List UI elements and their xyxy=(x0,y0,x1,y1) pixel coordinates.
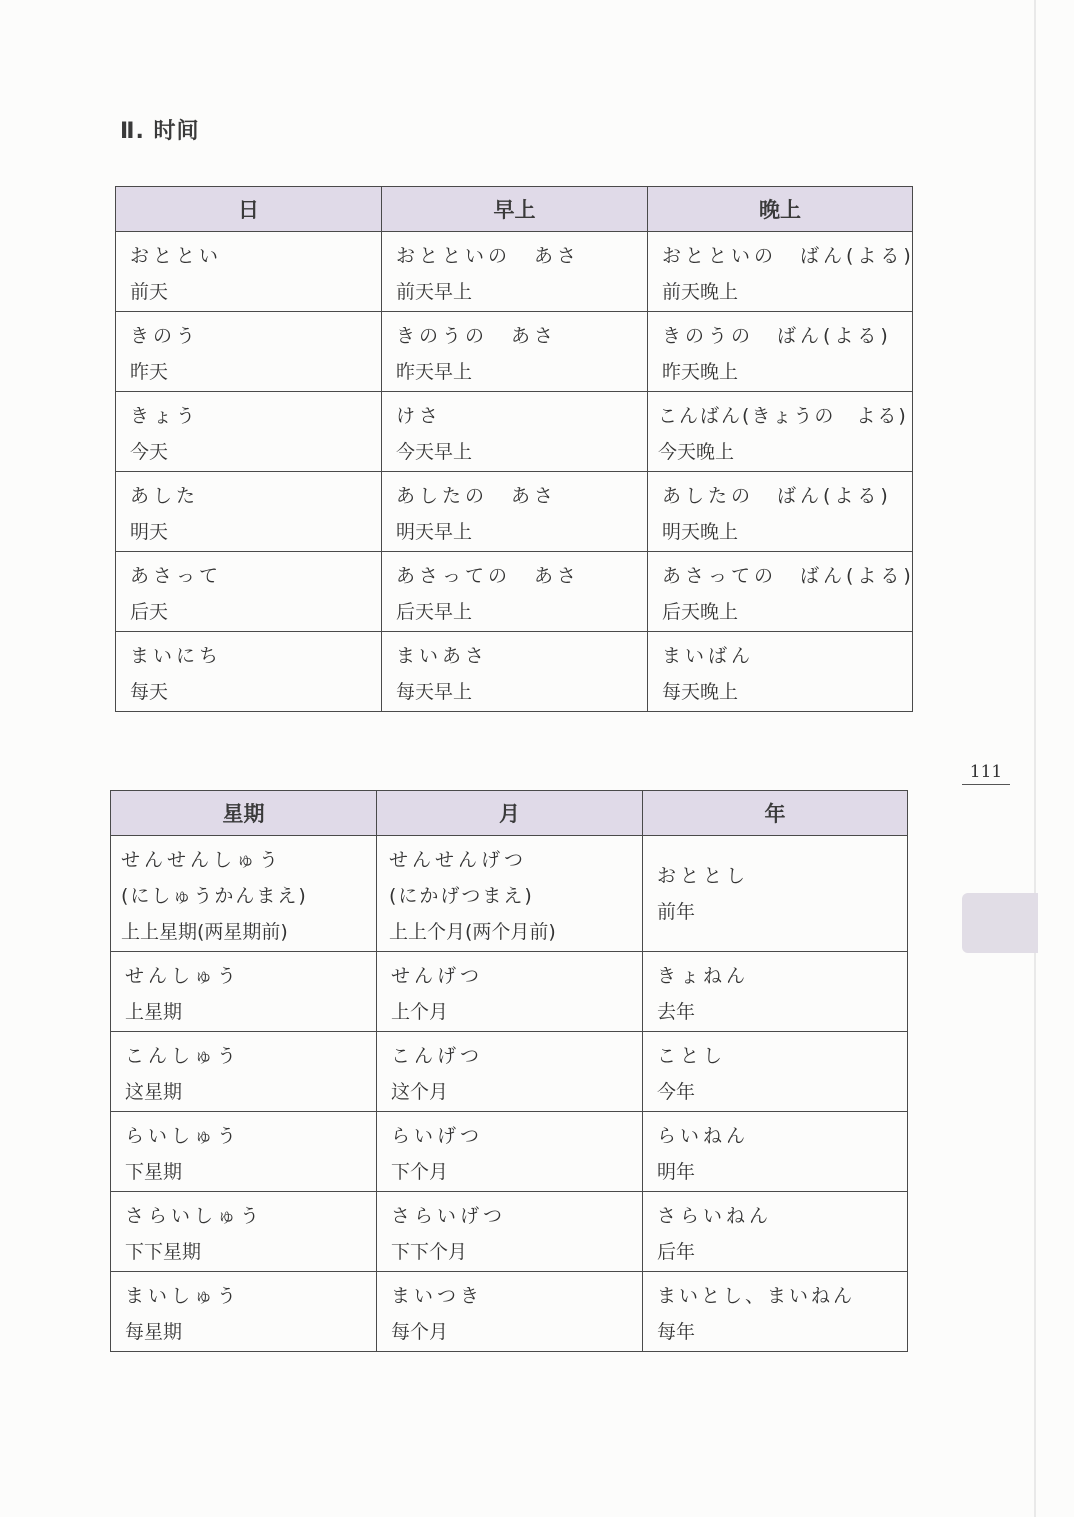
kana-text: せんせんげつ xyxy=(389,849,528,871)
table-cell xyxy=(111,1272,377,1352)
table-cell xyxy=(377,836,643,952)
chinese-text: 每星期 xyxy=(125,1321,183,1343)
table-cell xyxy=(643,1032,908,1112)
kana-alt-text: (にしゅうかんまえ) xyxy=(121,885,308,907)
table-row xyxy=(116,552,913,632)
kana-text: こんげつ xyxy=(391,1045,484,1067)
table-cell xyxy=(111,952,377,1032)
table-cell xyxy=(111,836,377,952)
chinese-text: 每年 xyxy=(657,1321,696,1343)
kana-text: あしたの ばん(よる) xyxy=(662,485,892,507)
header-month: 月 xyxy=(377,791,643,836)
table-row xyxy=(111,1032,908,1112)
chinese-text: 今天晚上 xyxy=(658,441,735,463)
table-row xyxy=(116,232,913,312)
table-cell xyxy=(648,392,913,472)
chinese-text: 下个月 xyxy=(391,1161,449,1183)
chinese-text: 后天早上 xyxy=(396,601,473,623)
kana-text: きのうの あさ xyxy=(396,325,558,347)
chinese-text: 明天晚上 xyxy=(662,521,739,543)
table-row xyxy=(111,952,908,1032)
table-cell xyxy=(377,1272,643,1352)
table-cell xyxy=(382,312,648,392)
kana-text: きのうの ばん(よる) xyxy=(662,325,892,347)
table-cell xyxy=(377,1032,643,1112)
table-cell xyxy=(643,1272,908,1352)
kana-text: せんげつ xyxy=(391,965,484,987)
table-cell xyxy=(116,392,382,472)
table-cell xyxy=(382,632,648,712)
table-cell xyxy=(648,232,913,312)
table-cell xyxy=(116,472,382,552)
table-row xyxy=(116,472,913,552)
kana-text: ことし xyxy=(657,1045,727,1067)
table-header-row xyxy=(111,791,908,836)
page-edge xyxy=(1034,0,1036,1517)
kana-text: おととし xyxy=(657,864,750,887)
chapter-edge-tab xyxy=(962,893,1038,953)
table-cell xyxy=(648,632,913,712)
table-row xyxy=(111,1272,908,1352)
table-cell xyxy=(377,952,643,1032)
chinese-text: 前天晚上 xyxy=(662,281,739,303)
chinese-text: 今天早上 xyxy=(396,441,473,463)
table-cell xyxy=(648,312,913,392)
table-cell xyxy=(116,232,382,312)
table-cell xyxy=(111,1112,377,1192)
chinese-text: 上个月 xyxy=(391,1001,449,1023)
chinese-text: 今年 xyxy=(657,1081,696,1103)
chinese-text: 下下星期 xyxy=(125,1241,202,1263)
kana-text: こんしゅう xyxy=(125,1045,241,1067)
kana-text: まいとし、まいねん xyxy=(657,1285,856,1307)
header-morning: 早上 xyxy=(382,187,648,232)
chinese-text: 前天 xyxy=(130,281,169,303)
table-cell xyxy=(116,632,382,712)
chinese-text: 明年 xyxy=(657,1161,696,1183)
chinese-text: 下星期 xyxy=(125,1161,183,1183)
kana-text: まいにち xyxy=(130,645,223,667)
chinese-text: 后天 xyxy=(130,601,169,623)
chinese-text: 今天 xyxy=(130,441,169,463)
header-evening: 晚上 xyxy=(648,187,913,232)
table-header-row xyxy=(116,187,913,232)
kana-text: らいげつ xyxy=(391,1125,484,1147)
kana-text: きょねん xyxy=(657,965,750,987)
table-cell xyxy=(643,1112,908,1192)
kana-text: あした xyxy=(130,485,200,507)
chinese-text: 上上星期(两星期前) xyxy=(121,921,288,943)
table-cell xyxy=(382,552,648,632)
table-cell xyxy=(111,1032,377,1112)
kana-text: まいばん xyxy=(662,645,755,667)
table-cell xyxy=(382,232,648,312)
table-row xyxy=(111,1192,908,1272)
kana-text: さらいげつ xyxy=(391,1205,507,1227)
chinese-text: 前天早上 xyxy=(396,281,473,303)
kana-text: あさっての あさ xyxy=(396,565,581,587)
chinese-text: 这星期 xyxy=(125,1081,183,1103)
chinese-text: 上上个月(两个月前) xyxy=(389,921,556,943)
kana-text: まいしゅう xyxy=(125,1285,241,1307)
chinese-text: 后天晚上 xyxy=(662,601,739,623)
chinese-text: 明天早上 xyxy=(396,521,473,543)
kana-text: きょう xyxy=(130,405,200,427)
table-cell xyxy=(377,1192,643,1272)
kana-text: こんばん(きょうの よる) xyxy=(658,405,908,427)
kana-text: おととい xyxy=(130,245,223,267)
table-row xyxy=(116,392,913,472)
chinese-text: 每天早上 xyxy=(396,681,473,703)
kana-text: おとといの あさ xyxy=(396,245,581,267)
kana-text: あさって xyxy=(130,565,223,587)
table-row xyxy=(111,1112,908,1192)
chinese-text: 这个月 xyxy=(391,1081,449,1103)
chinese-text: 去年 xyxy=(657,1001,696,1023)
day-time-table xyxy=(115,186,913,712)
table-cell xyxy=(116,312,382,392)
chinese-text: 下下个月 xyxy=(391,1241,468,1263)
table-cell xyxy=(116,552,382,632)
chinese-text: 上星期 xyxy=(125,1001,183,1023)
table-cell xyxy=(648,552,913,632)
table-cell xyxy=(648,472,913,552)
table-row xyxy=(116,632,913,712)
kana-text: らいねん xyxy=(657,1125,750,1147)
section-title: Ⅱ. 时间 xyxy=(120,119,200,144)
chinese-text: 明天 xyxy=(130,521,169,543)
chinese-text: 昨天 xyxy=(130,361,169,383)
chinese-text: 每天 xyxy=(130,681,169,703)
table-cell xyxy=(643,1192,908,1272)
header-day: 日 xyxy=(116,187,382,232)
table-row xyxy=(116,312,913,392)
chinese-text: 前年 xyxy=(657,900,696,923)
kana-text: らいしゅう xyxy=(125,1125,241,1147)
week-month-year-table xyxy=(110,790,908,1352)
table-cell xyxy=(382,392,648,472)
header-week: 星期 xyxy=(111,791,377,836)
kana-text: まいあさ xyxy=(396,645,489,667)
header-year: 年 xyxy=(643,791,908,836)
table-cell xyxy=(643,952,908,1032)
table-cell xyxy=(382,472,648,552)
table-cell xyxy=(377,1112,643,1192)
kana-text: おとといの ばん(よる) xyxy=(662,245,915,267)
kana-text: きのう xyxy=(130,325,200,347)
kana-text: せんしゅう xyxy=(125,965,241,987)
table-row xyxy=(111,836,908,952)
chinese-text: 每天晚上 xyxy=(662,681,739,703)
kana-text: せんせんしゅう xyxy=(121,849,283,871)
page-number: 111 xyxy=(962,762,1010,785)
table-cell xyxy=(643,836,908,952)
kana-text: さらいねん xyxy=(657,1205,773,1227)
chinese-text: 后年 xyxy=(657,1241,696,1263)
kana-alt-text: (にかげつまえ) xyxy=(389,885,534,907)
kana-text: さらいしゅう xyxy=(125,1205,264,1227)
kana-text: けさ xyxy=(396,405,443,427)
chinese-text: 昨天早上 xyxy=(396,361,473,383)
chinese-text: 每个月 xyxy=(391,1321,449,1343)
kana-text: あさっての ばん(よる) xyxy=(662,565,915,587)
kana-text: あしたの あさ xyxy=(396,485,558,507)
table-cell xyxy=(111,1192,377,1272)
chinese-text: 昨天晚上 xyxy=(662,361,739,383)
kana-text: まいつき xyxy=(391,1285,484,1307)
